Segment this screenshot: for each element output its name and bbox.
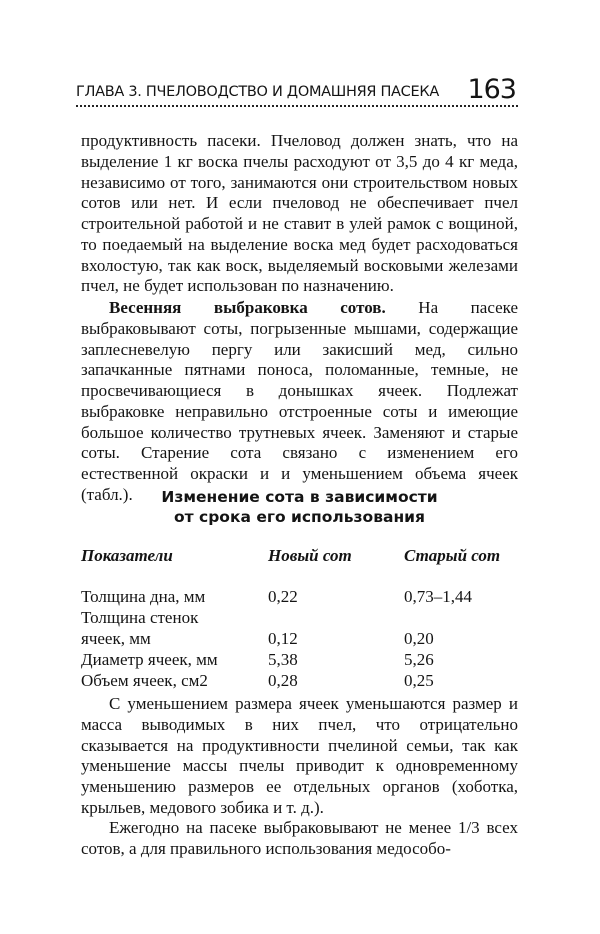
table-spacer [81, 566, 518, 586]
running-header [76, 74, 518, 108]
table-cell: 5,38 [268, 650, 298, 669]
paragraph-2 [81, 298, 518, 506]
table-title-line-2: от срока его использования [174, 508, 425, 526]
header-indicator: Показатели [81, 546, 173, 565]
table-title [81, 487, 518, 527]
paragraph-2-body: На пасеке выбраковывают соты, погрызенные мышами, содержащие заплесневелую пергу или закисший мед, сильно запачканные пятнами поноса, поломанные, темные, не просвечивающиеся в донышках ячеек. Подлежат выбраковке неправильно отстроенные соты и имеющие большое количество трутневых ячеек. Заменяют и старые соты. Старение сота связано с изменением его естественной окраски и и уменьшением объема ячеек (табл.). [81, 298, 518, 504]
header-old-comb: Старый сот [404, 546, 501, 565]
table-cell: Объем ячеек, см2 [81, 671, 208, 690]
table-cell [268, 607, 404, 628]
table-cell: 0,28 [268, 671, 298, 690]
table-header-row [81, 545, 518, 566]
paragraph-4: Ежегодно на пасеке выбраковывают не менее 1/3 всех сотов, а для правильного использования медособо- [81, 818, 518, 858]
table-cell: Толщина дна, мм [81, 587, 206, 606]
table-cell: Диаметр ячеек, мм [81, 650, 218, 669]
table-cell: 0,12 [268, 629, 298, 648]
paragraph-1: продуктивность пасеки. Пчеловод должен знать, что на выделение 1 кг воска пчелы расходуют от 3,5 до 4 кг меда, независимо от того, занимаются они строительством новых сотов или нет. И если пчеловод не обеспечивает пчел строительной работой и не ставит в улей рамок с вощиной, то поедаемый на выделение воска мед будет расходоваться вхолостую, так как воск, выделяемый восковыми железами пчел, не будет использован по назначению. [81, 131, 518, 296]
table-row [81, 670, 518, 691]
table-cell: ячеек, мм [81, 629, 151, 648]
table-cell: 0,73–1,44 [404, 587, 472, 606]
table-cell [404, 607, 518, 628]
header-new-comb: Новый сот [268, 546, 352, 565]
page-number: 163 [467, 74, 516, 105]
table-cell: 5,26 [404, 650, 434, 669]
section-heading: Весенняя выбраковка сотов. [109, 298, 386, 317]
table-cell: Толщина стенок [81, 608, 199, 627]
comb-comparison-table [81, 545, 518, 691]
header-divider [76, 105, 518, 107]
paragraph-3: С уменьшением размера ячеек уменьшаются размер и масса выводимых в них пчел, что отрицательно сказывается на продуктивности пчелиной семьи, так как уменьшение массы пчелы приводит к одновременному уменьшению размеров ее отдельных органов (хоботка, крыльев, медового зобика и т. д.). [81, 694, 518, 817]
table-row [81, 628, 518, 649]
table-row [81, 607, 518, 628]
chapter-title: ГЛАВА 3. ПЧЕЛОВОДСТВО И ДОМАШНЯЯ ПАСЕКА [76, 84, 439, 100]
table-row [81, 649, 518, 670]
table-cell: 0,20 [404, 629, 434, 648]
table-cell: 0,22 [268, 587, 298, 606]
table-title-line-1: Изменение сота в зависимости [161, 488, 438, 506]
table-row [81, 586, 518, 607]
table-cell: 0,25 [404, 671, 434, 690]
